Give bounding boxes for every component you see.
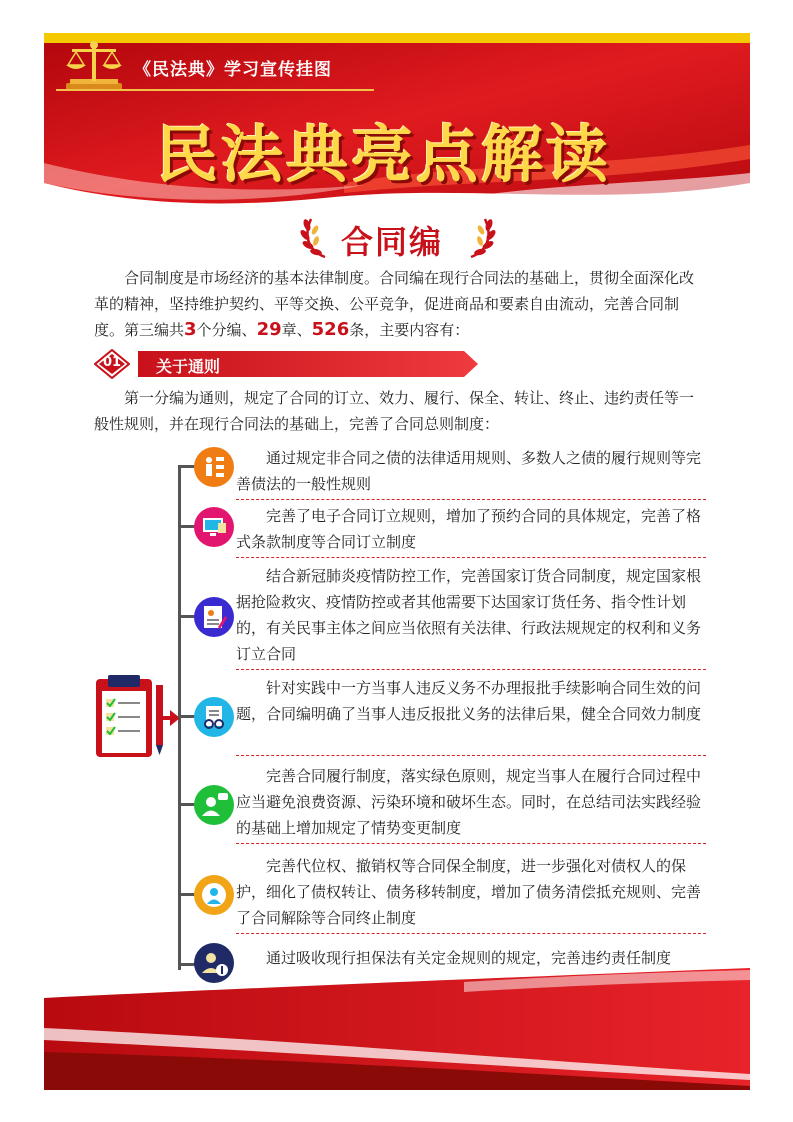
item-text: 针对实践中一方当事人违反义务不办理报批手续影响合同生效的问题，合同编明确了当事人违反报批义务的法律后果，健全合同效力制度 bbox=[236, 679, 702, 723]
badge-number: 01 bbox=[102, 355, 122, 370]
subpart-count: 3 bbox=[184, 319, 197, 340]
list-item bbox=[178, 503, 708, 555]
main-title: 民法典亮点解读 bbox=[156, 118, 612, 191]
item-text: 完善合同履行制度，落实绿色原则，规定当事人在履行合同过程中应当避免浪费资源、污染环境和破坏生态。同时，在总结司法实践经验的基础上增加规定了情势变更制度 bbox=[236, 767, 702, 837]
left-laurel-icon bbox=[299, 215, 335, 259]
poster-subtitle: 《民法典》学习宣传挂图 bbox=[134, 60, 332, 80]
arrow-right-icon bbox=[160, 710, 180, 726]
signing-document-icon bbox=[194, 597, 234, 637]
badge-label: 关于通则 bbox=[156, 357, 221, 376]
article-count: 526 bbox=[311, 319, 350, 340]
intro-paragraph: 合同制度是市场经济的基本法律制度。合同编在现行合同法的基础上，贯彻全面深化改革的精神，坚持维护契约、平等交换、公平竞争，促进商品和要素自由流动，完善合同制度。第三编共3个分编、29章、526条，主要内容有： bbox=[94, 269, 695, 340]
footer-banner bbox=[44, 968, 750, 1090]
computer-contract-icon bbox=[194, 507, 234, 547]
item-text: 通过吸收现行担保法有关定金规则的规定，完善违约责任制度 bbox=[266, 949, 672, 967]
section-title: 合同编 bbox=[341, 223, 444, 261]
list-item bbox=[178, 763, 708, 843]
right-laurel-icon bbox=[461, 215, 497, 259]
list-item bbox=[178, 853, 708, 933]
item-text: 完善了电子合同订立规则，增加了预约合同的具体规定，完善了格式条款制度等合同订立制度 bbox=[236, 507, 702, 551]
person-chat-icon bbox=[194, 785, 234, 825]
document-glasses-icon bbox=[194, 697, 234, 737]
people-network-icon bbox=[194, 447, 234, 487]
list-item bbox=[178, 445, 708, 497]
part-description: 第一分编为通则，规定了合同的订立、效力、履行、保全、转让、终止、违约责任等一般性规则，并在现行合同法的基础上，完善了合同总则制度： bbox=[94, 389, 695, 433]
idea-person-icon bbox=[194, 875, 234, 915]
poster bbox=[44, 33, 750, 1090]
chapter-count: 29 bbox=[256, 319, 282, 340]
list-item bbox=[178, 563, 708, 669]
clipboard-checklist-icon bbox=[94, 673, 169, 763]
item-text: 完善代位权、撤销权等合同保全制度，进一步强化对债权人的保护，细化了债权转让、债务移转制度，增加了债务清偿抵充规则、完善了合同解除等合同终止制度 bbox=[236, 857, 702, 927]
list-item bbox=[178, 675, 708, 755]
item-text: 结合新冠肺炎疫情防控工作，完善国家订货合同制度，规定国家根据抢险救灾、疫情防控或者其他需要下达国家订货任务、指令性计划的，有关民事主体之间应当依照有关法律、行政法规规定的权利和义务订立合同 bbox=[236, 567, 702, 663]
section-heading bbox=[299, 215, 499, 261]
subtitle-underline bbox=[56, 89, 374, 91]
item-text: 通过规定非合同之债的法律适用规则、多数人之债的履行规则等完善债法的一般性规则 bbox=[236, 449, 702, 493]
part-badge bbox=[94, 349, 484, 379]
